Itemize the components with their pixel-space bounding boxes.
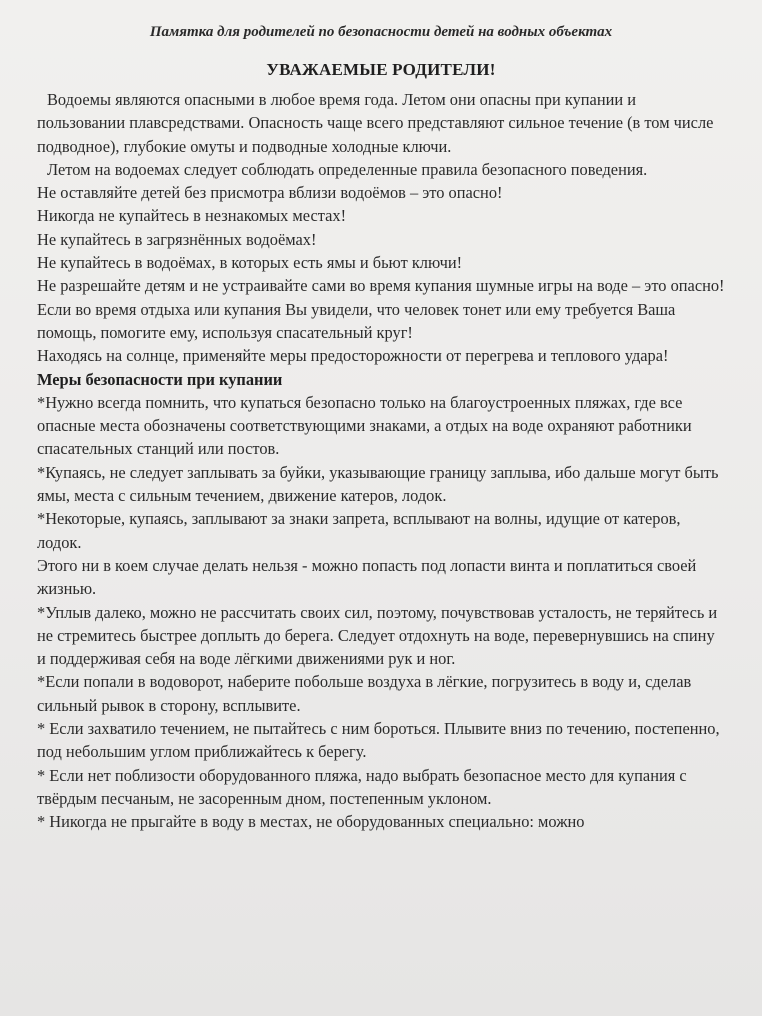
rule-paragraph: *Некоторые, купаясь, заплывают за знаки запрета, всплывают на волны, идущие от катеров, лодок. xyxy=(37,509,681,552)
intro-paragraph: Никогда не купайтесь в незнакомых местах! xyxy=(37,206,347,226)
intro-paragraph: Если во время отдыха или купания Вы увидели, что человек тонет или ему требуется Ваша помощь, помогите ему, используя спасательный круг! xyxy=(37,299,676,342)
intro-paragraph: Не купайтесь в загрязнённых водоёмах! xyxy=(37,229,317,249)
section-heading: Меры безопасности при купании xyxy=(37,369,283,389)
intro-paragraph: Водоемы являются опасными в любое время года. Летом они опасны при купании и пользовании плавсредствами. Опасность чаще всего представляют сильное течение (в том числе подводное), глубокие омуты и подводные холодные ключи. xyxy=(37,90,714,156)
document-body xyxy=(37,88,727,834)
intro-paragraph: Находясь на солнце, применяйте меры предосторожности от перегрева и теплового удара! xyxy=(37,346,669,366)
rule-paragraph: * Если нет поблизости оборудованного пляжа, надо выбрать безопасное место для купания с твёрдым песчаным, не засоренным дном, постепенным уклоном. xyxy=(37,765,687,808)
rule-paragraph: Этого ни в коем случае делать нельзя - можно попасть под лопасти винта и поплатиться своей жизнью. xyxy=(37,555,697,599)
rule-paragraph: *Купаясь, не следует заплывать за буйки, указывающие границу заплыва, ибо дальше могут быть ямы, места с сильным течением, движение катеров, лодок. xyxy=(37,462,719,506)
intro-paragraph: Не купайтесь в водоёмах, в которых есть ямы и бьют ключи! xyxy=(37,253,463,273)
rule-paragraph: * Если захватило течением, не пытайтесь с ним бороться. Плывите вниз по течению, постепенно, под небольшим углом приближайтесь к берегу. xyxy=(37,719,720,762)
rule-paragraph: *Уплыв далеко, можно не рассчитать своих сил, поэтому, почувствовав усталость, не теряйтесь и не стремитесь быстрее доплыть до берега. Следует отдохнуть на воде, перевернувшись на спину и поддерживая себя на воде лёгкими движениями рук и ног. xyxy=(37,602,718,669)
rule-paragraph: *Нужно всегда помнить, что купаться безопасно только на благоустроенных пляжах, где все опасные места обозначены соответствующими знаками, а отдых на воде охраняют работники спасательных станций или постов. xyxy=(37,392,692,459)
rule-paragraph: * Никогда не прыгайте в воду в местах, не оборудованных специально: можно xyxy=(37,812,585,832)
intro-paragraph: Не разрешайте детям и не устраивайте сами во время купания шумные игры на воде – это опасно! xyxy=(37,276,725,296)
document-heading: УВАЖАЕМЫЕ РОДИТЕЛИ! xyxy=(266,60,496,79)
document-title: Памятка для родителей по безопасности детей на водных объектах xyxy=(149,24,613,40)
intro-paragraph: Не оставляйте детей без присмотра вблизи водоёмов – это опасно! xyxy=(37,183,503,203)
rule-paragraph: *Если попали в водоворот, наберите побольше воздуха в лёгкие, погрузитесь в воду и, сделав сильный рывок в сторону, всплывите. xyxy=(37,672,692,715)
intro-paragraph: Летом на водоемах следует соблюдать определенные правила безопасного поведения. xyxy=(47,159,648,179)
